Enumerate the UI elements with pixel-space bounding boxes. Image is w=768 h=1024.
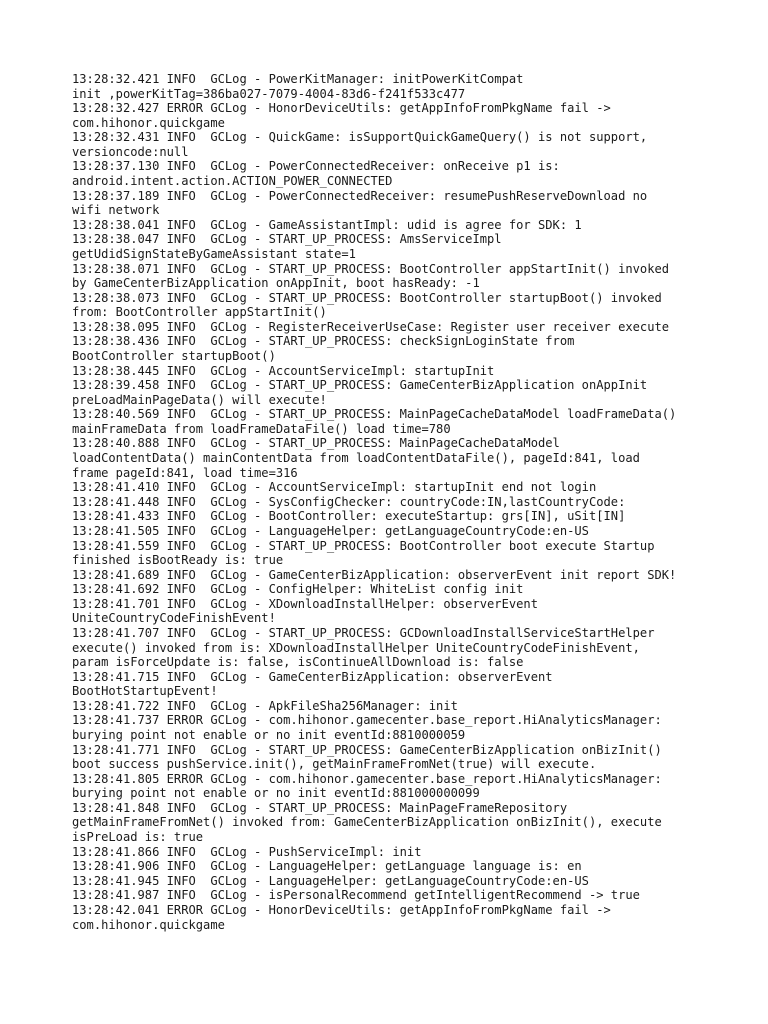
- log-line: isPreLoad is: true: [72, 830, 204, 845]
- log-line: loadContentData() mainContentData from loadContentDataFile(), pageId:841, load: [72, 451, 640, 466]
- log-line: 13:28:38.041 INFO GCLog - GameAssistantImpl: udid is agree for SDK: 1: [72, 217, 582, 232]
- log-output: [72, 72, 712, 932]
- log-line: com.hihonor.quickgame: [72, 917, 225, 932]
- log-line: 13:28:41.701 INFO GCLog - XDownloadInstallHelper: observerEvent: [72, 596, 538, 611]
- log-line: burying point not enable or no init eventId:8810000059: [72, 728, 466, 743]
- log-line: from: BootController appStartInit(): [72, 305, 327, 320]
- log-line: 13:28:41.987 INFO GCLog - isPersonalRecommend getIntelligentRecommend -> true: [72, 888, 640, 903]
- log-line: burying point not enable or no init eventId:881000000099: [72, 786, 480, 801]
- log-line: 13:28:41.715 INFO GCLog - GameCenterBizApplication: observerEvent: [72, 669, 553, 684]
- log-line: finished isBootReady is: true: [72, 553, 284, 568]
- log-line: wifi network: [72, 203, 160, 218]
- log-line: init ,powerKitTag=386ba027-7079-4004-83d6-f241f533c477: [72, 86, 466, 101]
- log-line: 13:28:38.445 INFO GCLog - AccountServiceImpl: startupInit: [72, 363, 495, 378]
- log-line: 13:28:41.707 INFO GCLog - START_UP_PROCESS: GCDownloadInstallServiceStartHelper: [72, 625, 655, 640]
- log-line: 13:28:41.945 INFO GCLog - LanguageHelper: getLanguageCountryCode:en-US: [72, 873, 589, 888]
- log-line: param isForceUpdate is: false, isContinueAllDownload is: false: [72, 655, 524, 670]
- log-line: 13:28:32.421 INFO GCLog - PowerKitManager: initPowerKitCompat: [72, 72, 524, 86]
- log-line: 13:28:37.130 INFO GCLog - PowerConnectedReceiver: onReceive p1 is:: [72, 159, 560, 174]
- log-line: 13:28:38.047 INFO GCLog - START_UP_PROCESS: AmsServiceImpl: [72, 232, 502, 247]
- log-line: 13:28:41.433 INFO GCLog - BootController: executeStartup: grs[IN], uSit[IN]: [72, 509, 626, 524]
- log-line: UniteCountryCodeFinishEvent!: [72, 611, 276, 626]
- log-line: 13:28:39.458 INFO GCLog - START_UP_PROCESS: GameCenterBizApplication onAppInit: [72, 378, 648, 393]
- log-line: frame pageId:841, load time=316: [72, 465, 298, 480]
- log-line: 13:28:32.427 ERROR GCLog - HonorDeviceUtils: getAppInfoFromPkgName fail ->: [72, 101, 611, 116]
- log-line: 13:28:41.722 INFO GCLog - ApkFileSha256Manager: init: [72, 698, 458, 713]
- log-line: 13:28:38.436 INFO GCLog - START_UP_PROCESS: checkSignLoginState from: [72, 334, 575, 349]
- log-line: 13:28:41.848 INFO GCLog - START_UP_PROCESS: MainPageFrameRepository: [72, 800, 568, 815]
- log-line: 13:28:41.771 INFO GCLog - START_UP_PROCESS: GameCenterBizApplication onBizInit(): [72, 742, 662, 757]
- log-line: 13:28:41.410 INFO GCLog - AccountServiceImpl: startupInit end not login: [72, 480, 597, 495]
- log-line: 13:28:38.095 INFO GCLog - RegisterReceiverUseCase: Register user receiver execute: [72, 319, 670, 334]
- log-line: 13:28:41.448 INFO GCLog - SysConfigChecker: countryCode:IN,lastCountryCode:: [72, 494, 626, 509]
- log-line: boot success pushService.init(), getMainFrameFromNet(true) will execute.: [72, 757, 597, 772]
- log-line: BootHotStartupEvent!: [72, 684, 218, 699]
- log-document: [72, 72, 712, 932]
- log-line: versioncode:null: [72, 144, 189, 159]
- log-line: 13:28:42.041 ERROR GCLog - HonorDeviceUtils: getAppInfoFromPkgName fail ->: [72, 902, 611, 917]
- log-line: getUdidSignStateByGameAssistant state=1: [72, 246, 356, 261]
- log-line: BootController startupBoot(): [72, 348, 276, 363]
- log-line: 13:28:41.692 INFO GCLog - ConfigHelper: WhiteList config init: [72, 582, 524, 597]
- log-line: 13:28:41.906 INFO GCLog - LanguageHelper: getLanguage language is: en: [72, 859, 582, 874]
- log-line: 13:28:38.071 INFO GCLog - START_UP_PROCESS: BootController appStartInit() invoked: [72, 261, 670, 276]
- log-line: 13:28:41.559 INFO GCLog - START_UP_PROCESS: BootController boot execute Startup: [72, 538, 655, 553]
- log-line: getMainFrameFromNet() invoked from: GameCenterBizApplication onBizInit(), execute: [72, 815, 662, 830]
- log-line: com.hihonor.quickgame: [72, 115, 225, 130]
- log-line: 13:28:40.888 INFO GCLog - START_UP_PROCESS: MainPageCacheDataModel: [72, 436, 560, 451]
- log-line: 13:28:32.431 INFO GCLog - QuickGame: isSupportQuickGameQuery() is not support,: [72, 130, 648, 145]
- log-line: 13:28:41.505 INFO GCLog - LanguageHelper: getLanguageCountryCode:en-US: [72, 523, 589, 538]
- log-line: 13:28:41.866 INFO GCLog - PushServiceImpl: init: [72, 844, 422, 859]
- log-line: by GameCenterBizApplication onAppInit, boot hasReady: -1: [72, 276, 480, 291]
- log-line: android.intent.action.ACTION_POWER_CONNECTED: [72, 174, 393, 189]
- log-line: mainFrameData from loadFrameDataFile() load time=780: [72, 421, 451, 436]
- log-line: execute() invoked from is: XDownloadInstallHelper UniteCountryCodeFinishEvent,: [72, 640, 640, 655]
- log-line: 13:28:41.689 INFO GCLog - GameCenterBizApplication: observerEvent init report SDK!: [72, 567, 677, 582]
- log-line: 13:28:40.569 INFO GCLog - START_UP_PROCESS: MainPageCacheDataModel loadFrameData(): [72, 407, 677, 422]
- log-line: 13:28:41.737 ERROR GCLog - com.hihonor.gamecenter.base_report.HiAnalyticsManager:: [72, 713, 662, 728]
- log-line: 13:28:38.073 INFO GCLog - START_UP_PROCESS: BootController startupBoot() invoked: [72, 290, 662, 305]
- log-line: 13:28:37.189 INFO GCLog - PowerConnectedReceiver: resumePushReserveDownload no: [72, 188, 648, 203]
- log-line: preLoadMainPageData() will execute!: [72, 392, 327, 407]
- log-line: 13:28:41.805 ERROR GCLog - com.hihonor.gamecenter.base_report.HiAnalyticsManager:: [72, 771, 662, 786]
